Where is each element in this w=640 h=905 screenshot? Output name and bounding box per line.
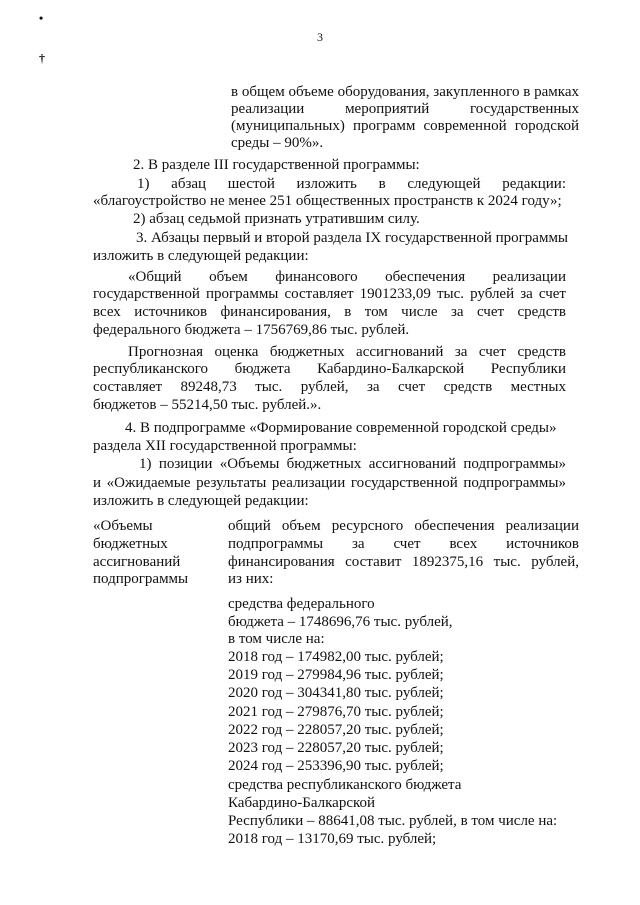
body-line: бюджетов – 55214,50 тыс. рублей.». <box>93 397 322 413</box>
table-right-cell-line: финансирования составит 1892375,16 тыс. рублей, <box>228 554 579 570</box>
word: счет <box>398 379 426 395</box>
word: 89248,73 <box>180 379 237 395</box>
word: средств <box>443 379 493 395</box>
table-right-cell-line: Кабардино-Балкарской <box>228 795 376 811</box>
word: обеспечения <box>385 269 466 285</box>
table-right-cell-line: средства федерального <box>228 596 375 612</box>
table-right-cell-line <box>228 536 579 553</box>
table-right-cell-line: Республики – 88641,08 тыс. рублей, в том числе на: <box>228 813 558 829</box>
body-line: среды – 90%». <box>231 135 324 151</box>
table-right-cell-line: 2021 год – 279876,70 тыс. рублей; <box>228 704 444 720</box>
body-line <box>93 361 566 378</box>
word: 1) <box>137 176 150 192</box>
word: источников <box>506 536 579 552</box>
word: местных <box>510 379 566 395</box>
table-right-cell-line: 2019 год – 279984,96 тыс. рублей; <box>228 667 444 683</box>
word: за <box>352 536 365 552</box>
table-right-cell-line: 2022 год – 228057,20 тыс. рублей; <box>228 722 444 738</box>
table-right-cell-line: в том числе на: <box>228 631 325 647</box>
body-line: изложить в следующей редакции: <box>93 248 309 264</box>
table-right-cell-line: 2018 год – 13170,69 тыс. рублей; <box>228 831 437 847</box>
word: объем <box>209 269 248 285</box>
scan-mark-bottom: † <box>39 51 45 65</box>
word: изложить <box>296 176 357 192</box>
body-line: (муниципальных) программ современной городской <box>231 118 579 134</box>
body-line: 2. В разделе III государственной программы: <box>133 157 420 173</box>
body-line: Прогнозная оценка бюджетных ассигнований за счет средств <box>128 344 566 360</box>
body-line: изложить в следующей редакции: <box>93 493 309 509</box>
body-line: 4. В подпрограмме «Формирование современной городской среды» <box>125 420 557 436</box>
word: финансового <box>275 269 358 285</box>
word: тыс. <box>255 379 283 395</box>
table-left-cell-line: бюджетных <box>93 536 168 552</box>
table-left-cell-line: ассигнований <box>93 554 181 570</box>
body-line: и «Ожидаемые результаты реализации государственной подпрограммы» <box>93 475 566 491</box>
word: редакции: <box>502 176 566 192</box>
page-number: 3 <box>317 30 323 44</box>
word: рублей, <box>300 379 349 395</box>
table-right-cell-line: из них: <box>228 571 274 587</box>
word: реализации <box>231 101 305 117</box>
word: мероприятий <box>345 101 430 117</box>
body-line <box>128 269 566 286</box>
word: шестой <box>227 176 275 192</box>
table-right-cell-line: общий объем ресурсного обеспечения реализации <box>228 518 579 534</box>
table-right-cell-line: бюджета – 1748696,76 тыс. рублей, <box>228 614 453 630</box>
table-right-cell-line: 2023 год – 228057,20 тыс. рублей; <box>228 740 444 756</box>
body-line: 3. Абзацы первый и второй раздела IX государственной программы <box>136 230 569 246</box>
word: подпрограммы <box>228 536 324 552</box>
word: всех <box>449 536 478 552</box>
table-right-cell-line: 2018 год – 174982,00 тыс. рублей; <box>228 649 444 665</box>
word: бюджета <box>234 361 291 377</box>
word: абзац <box>171 176 207 192</box>
word: Кабардино-Балкарской <box>317 361 465 377</box>
body-line: 1) позиции «Объемы бюджетных ассигнований подпрограммы» <box>139 456 566 472</box>
body-line: всех источников финансирования, в том числе за счет средств <box>93 304 566 320</box>
body-line <box>93 379 566 396</box>
table-right-cell-line: 2024 год – 253396,90 тыс. рублей; <box>228 758 444 774</box>
word: счет <box>393 536 421 552</box>
table-left-cell-line: подпрограммы <box>93 571 189 587</box>
body-line: федерального бюджета – 1756769,86 тыс. рублей. <box>93 322 410 338</box>
word: следующей <box>407 176 481 192</box>
table-right-cell-line: 2020 год – 304341,80 тыс. рублей; <box>228 685 444 701</box>
table-right-cell-line: средства республиканского бюджета <box>228 777 462 793</box>
word: «Общий <box>128 269 182 285</box>
table-left-cell-line: «Объемы <box>93 518 153 534</box>
word: в <box>378 176 386 192</box>
body-line: в общем объеме оборудования, закупленного в рамках <box>231 84 579 100</box>
body-line: «благоустройство не менее 251 общественных пространств к 2024 году»; <box>93 193 562 209</box>
word: за <box>366 379 380 395</box>
word: государственных <box>470 101 579 117</box>
scan-mark-top: • <box>39 11 44 25</box>
word: составляет <box>93 379 163 395</box>
body-line: государственной программы составляет 1901233,09 тыс. рублей за счет <box>93 286 566 302</box>
body-line: 2) абзац седьмой признать утратившим силу. <box>133 211 420 227</box>
body-line: раздела XII государственной программы: <box>93 438 357 454</box>
word: республиканского <box>93 361 208 377</box>
body-line <box>231 101 579 118</box>
body-line <box>137 176 566 193</box>
word: Республики <box>490 361 566 377</box>
word: реализации <box>492 269 566 285</box>
